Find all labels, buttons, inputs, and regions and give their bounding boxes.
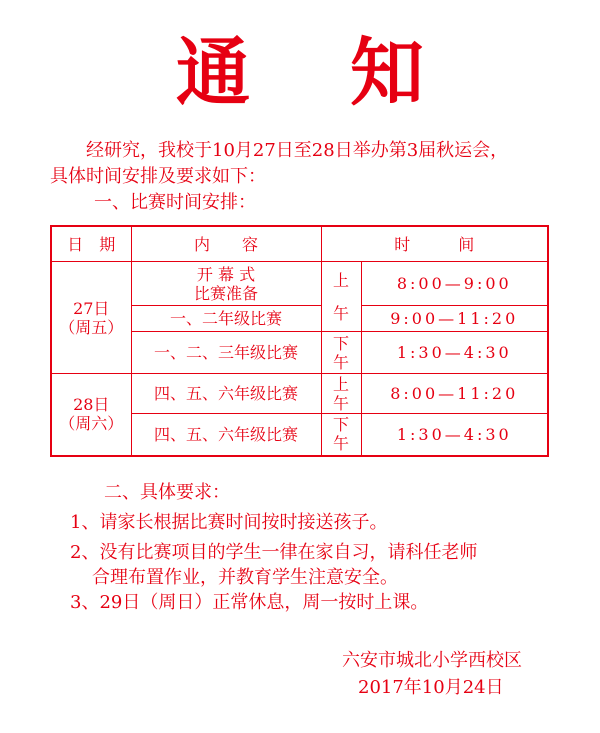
am-char: 午 <box>332 393 349 413</box>
content-cell: 一、二年级比赛 <box>131 306 321 332</box>
content-cell: 四、五、六年级比赛 <box>131 414 321 456</box>
pm-char: 午 <box>332 434 349 454</box>
requirement-2: 2、没有比赛项目的学生一律在家自习，请科任老师 <box>70 542 478 563</box>
pm-char: 下 <box>332 415 349 435</box>
header-date: 日 期 <box>51 226 131 262</box>
date-day: 28日 <box>73 395 110 415</box>
signature-school: 六安市城北小学西校区 <box>342 650 522 671</box>
pm-cell <box>321 414 361 456</box>
table-header-row <box>51 226 548 262</box>
am-char: 午 <box>332 303 349 323</box>
date-day: 27日 <box>73 298 110 318</box>
notice-title <box>0 28 600 118</box>
requirement-3: 3、29日（周日）正常休息，周一按时上课。 <box>70 592 429 613</box>
title-char-2: 知 <box>350 30 424 116</box>
am-cell <box>321 374 361 414</box>
time-cell: 1:30—4:30 <box>361 414 548 456</box>
am-cell <box>321 262 361 332</box>
signature-date: 2017年10月24日 <box>358 677 504 698</box>
pm-char: 午 <box>332 352 349 372</box>
content-line: 开 幕 式 <box>196 264 256 284</box>
content-cell: 四、五、六年级比赛 <box>131 374 321 414</box>
requirement-2-continued: 合理布置作业，并教育学生注意安全。 <box>92 567 398 588</box>
time-cell: 1:30—4:30 <box>361 332 548 374</box>
content-cell: 一、二、三年级比赛 <box>131 332 321 374</box>
intro-line-1: 经研究，我校于10月27日至28日举办第3届秋运会， <box>86 140 509 161</box>
time-cell: 8:00—9:00 <box>361 262 548 306</box>
am-char: 上 <box>332 374 349 394</box>
time-cell: 9:00—11:20 <box>361 306 548 332</box>
intro-line-2: 具体时间安排及要求如下： <box>50 166 266 187</box>
am-char: 上 <box>332 270 349 290</box>
table-row <box>51 262 548 306</box>
section-2-heading: 二、具体要求： <box>104 482 230 503</box>
table-row <box>51 374 548 414</box>
date-weekday: （周五） <box>59 317 124 337</box>
pm-cell <box>321 332 361 374</box>
requirement-1: 1、请家长根据比赛时间按时接送孩子。 <box>70 512 388 533</box>
content-line: 比赛准备 <box>193 283 258 303</box>
date-weekday: （周六） <box>59 414 124 434</box>
content-cell <box>131 262 321 306</box>
pm-char: 下 <box>332 333 349 353</box>
header-time: 时 间 <box>321 226 548 262</box>
schedule-table <box>50 225 549 457</box>
date-cell-28 <box>51 374 131 456</box>
header-content: 内 容 <box>131 226 321 262</box>
section-1-heading: 一、比赛时间安排： <box>94 192 256 213</box>
date-cell-27 <box>51 262 131 374</box>
time-cell: 8:00—11:20 <box>361 374 548 414</box>
title-char-1: 通 <box>176 30 250 116</box>
